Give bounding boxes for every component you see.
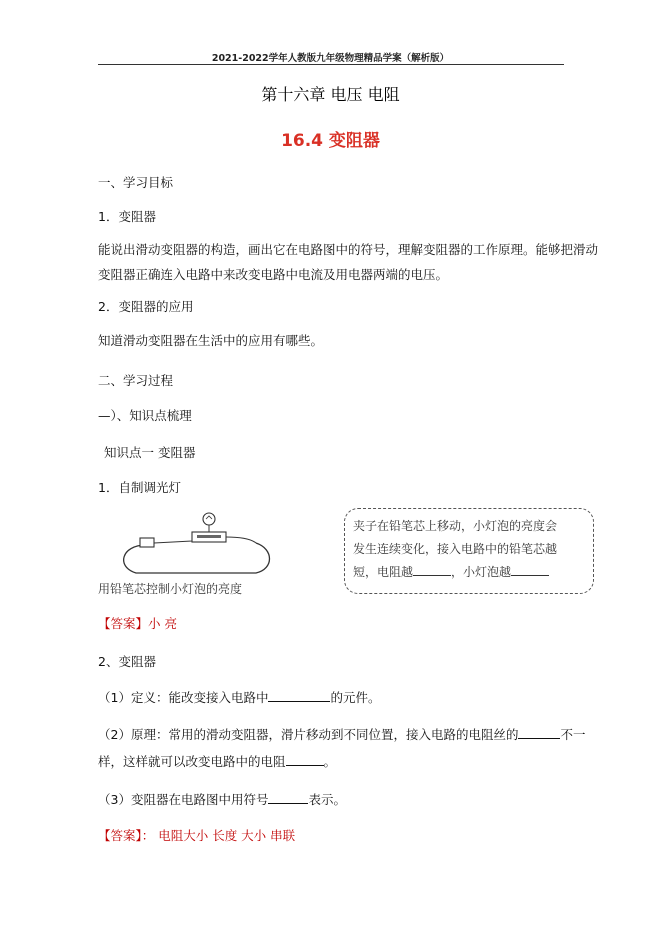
q2-text-d: 。 (323, 754, 337, 769)
q1-text-a: （1）定义：能改变接入电路中 (98, 690, 269, 705)
dimmer-figure (98, 507, 558, 602)
item1-heading: 1．自制调光灯 (98, 480, 181, 495)
answer-1: 【答案】小 亮 (98, 616, 177, 631)
blank-q1[interactable] (268, 689, 330, 702)
section-title: 16.4 变阻器 (281, 131, 380, 151)
figure-caption: 用铅笔芯控制小灯泡的亮度 (98, 582, 243, 596)
knowledge-point: 知识点一 变阻器 (104, 445, 196, 460)
circuit-illustration (116, 507, 276, 582)
speech-bubble (344, 508, 594, 594)
bubble-line-3b: ，小灯泡越 (451, 565, 512, 579)
q1-text-b: 的元件。 (330, 690, 381, 705)
item2-heading: 2、变阻器 (98, 654, 156, 669)
blank-q2-length[interactable] (518, 726, 560, 739)
question-2-line1 (98, 725, 585, 743)
goal1-text-line2: 变阻器正确连入电路中来改变电路中电流及用电器两端的电压。 (98, 267, 449, 282)
q2-text-a: （2）原理：常用的滑动变阻器，滑片移动到不同位置，接入电路的电阻丝的 (98, 727, 519, 742)
header-rule (98, 64, 564, 65)
q3-text-b: 表示。 (308, 792, 346, 807)
blank-q2-size[interactable] (286, 753, 324, 766)
sub1-heading: —）、知识点梳理 (98, 408, 192, 423)
question-3 (98, 790, 346, 808)
bubble-line-3a: 短，电阻越 (353, 565, 414, 579)
blank-resistance[interactable] (413, 564, 451, 576)
question-2-line2 (98, 752, 336, 770)
part2-heading: 二、学习过程 (98, 373, 174, 388)
blank-brightness[interactable] (511, 564, 549, 576)
part1-heading: 一、学习目标 (98, 175, 174, 190)
page-header: 2021-2022学年人教版九年级物理精品学案（解析版） (211, 53, 450, 64)
chapter-title: 第十六章 电压 电阻 (261, 85, 400, 104)
q2-text-c: 样，这样就可以改变电路中的电阻 (98, 754, 286, 769)
bubble-line-2: 发生连续变化，接入电路中的铅笔芯越 (353, 542, 558, 556)
goal1-heading: 1．变阻器 (98, 209, 156, 224)
goal1-text-line1: 能说出滑动变阻器的构造，画出它在电路图中的符号，理解变阻器的工作原理。能够把滑动 (98, 242, 599, 257)
answer-2: 【答案】： 电阻大小 长度 大小 串联 (98, 828, 296, 843)
goal2-text: 知道滑动变阻器在生活中的应用有哪些。 (98, 333, 324, 348)
bubble-line-1: 夹子在铅笔芯上移动，小灯泡的亮度会 (353, 519, 558, 533)
blank-q3-symbol[interactable] (268, 791, 308, 804)
q2-text-b: 不一 (560, 727, 586, 742)
question-1 (98, 688, 380, 706)
goal2-heading: 2．变阻器的应用 (98, 299, 194, 314)
bubble-line-3 (353, 561, 585, 584)
q3-text-a: （3）变阻器在电路图中用符号 (98, 792, 269, 807)
